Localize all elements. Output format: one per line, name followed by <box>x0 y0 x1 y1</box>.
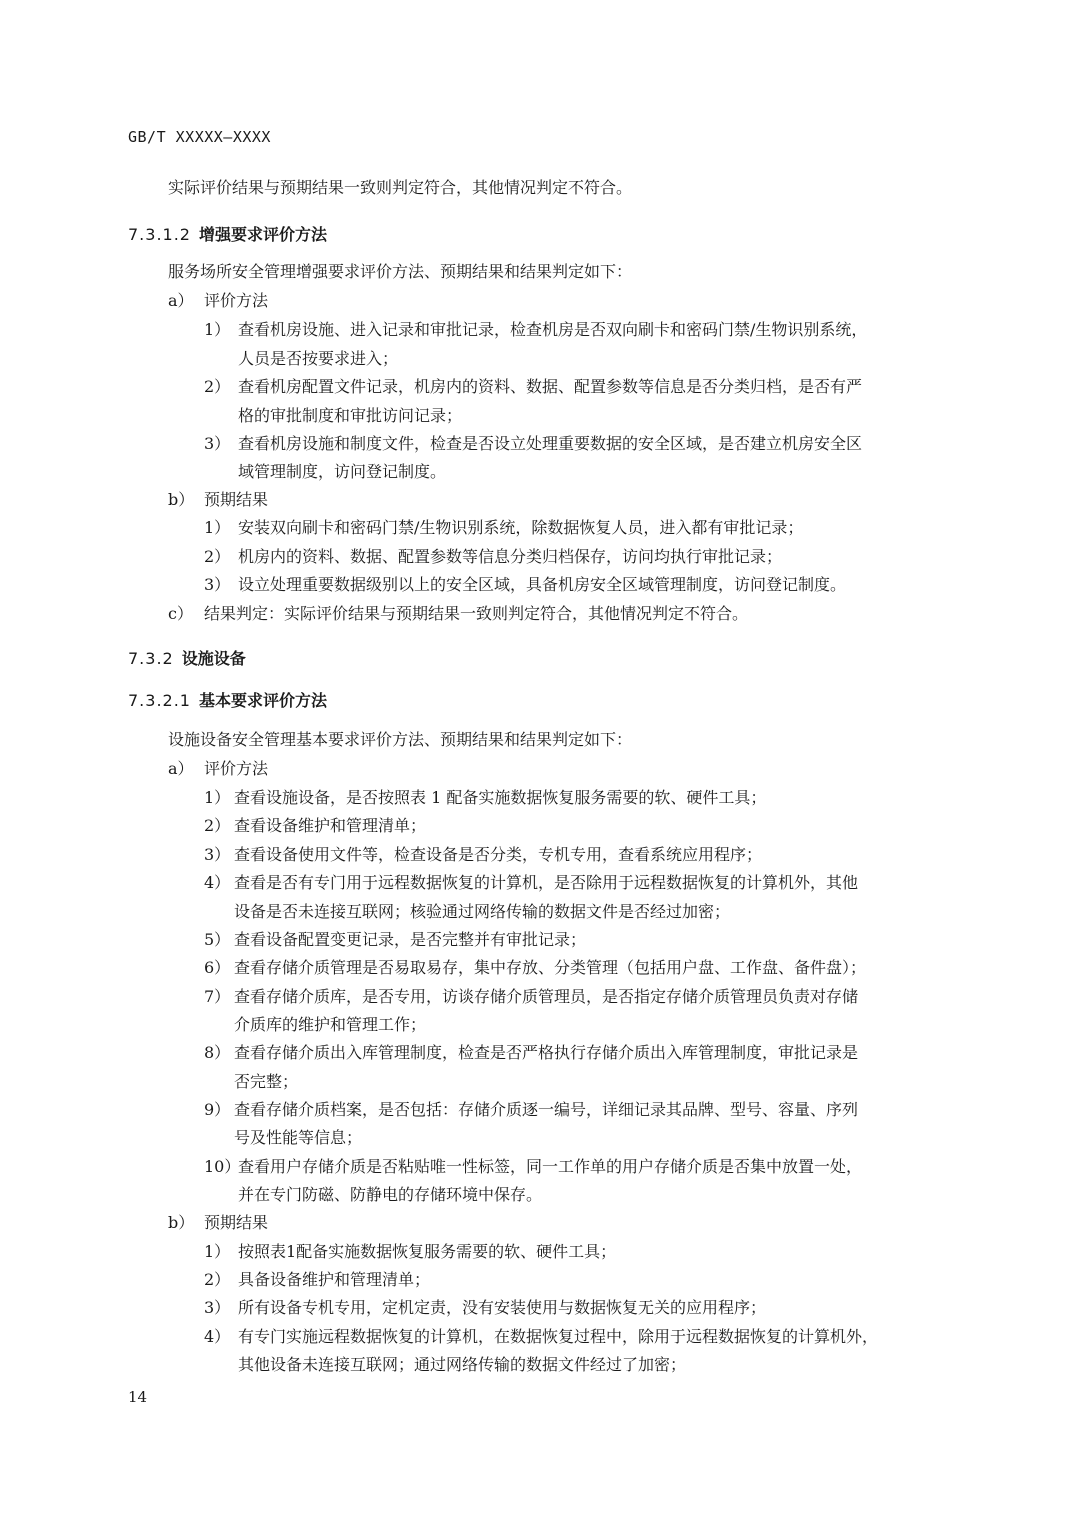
item-number: 1） <box>204 320 231 339</box>
list-label: a） <box>168 759 194 778</box>
item-number: 1） <box>204 1242 231 1261</box>
list-label: b） <box>168 1213 195 1232</box>
list-item: 查看设备配置变更记录，是否完整并有审批记录； <box>234 930 587 949</box>
section-heading-7-3-2-1 <box>128 688 327 711</box>
list-item-continuation: 设备是否未连接互联网；核验通过网络传输的数据文件是否经过加密； <box>234 902 731 921</box>
list-title: 评价方法 <box>204 759 269 778</box>
item-number: 1） <box>204 518 231 537</box>
list-item: 查看机房设施和制度文件，检查是否设立处理重要数据的安全区域，是否建立机房安全区 <box>238 434 863 453</box>
list-item: 查看机房设施、进入记录和审批记录，检查机房是否双向刷卡和密码门禁/生物识别系统， <box>238 320 868 339</box>
list-item-continuation: 人员是否按要求进入； <box>238 349 399 368</box>
list-item: 查看设施设备，是否按照表 1 配备实施数据恢复服务需要的软、硬件工具； <box>234 788 767 807</box>
section-heading-7-3-1-2 <box>128 222 327 245</box>
list-item: 查看是否有专门用于远程数据恢复的计算机，是否除用于远程数据恢复的计算机外，其他 <box>234 873 859 892</box>
list-item-continuation: 域管理制度，访问登记制度。 <box>238 462 447 481</box>
list-item: 所有设备专机专用，定机定责，没有安装使用与数据恢复无关的应用程序； <box>238 1298 767 1317</box>
list-item: 机房内的资料、数据、配置参数等信息分类归档保存，访问均执行审批记录； <box>238 547 783 566</box>
list-title: 预期结果 <box>204 1213 269 1232</box>
list-item: 查看设备维护和管理清单； <box>234 816 427 835</box>
paragraph: 服务场所安全管理增强要求评价方法、预期结果和结果判定如下： <box>168 262 633 281</box>
item-number: 2） <box>204 816 231 835</box>
section-title: 设施设备 <box>181 649 246 668</box>
list-label: a） <box>168 291 194 310</box>
section-number: 7.3.2 <box>128 649 174 668</box>
list-title: 预期结果 <box>204 490 269 509</box>
item-number: 2） <box>204 1270 231 1289</box>
item-number: 7） <box>204 987 231 1006</box>
list-title: 评价方法 <box>204 291 269 310</box>
item-number: 3） <box>204 434 231 453</box>
section-number: 7.3.1.2 <box>128 225 191 244</box>
list-item: 查看存储介质档案，是否包括：存储介质逐一编号，详细记录其品牌、型号、容量、序列 <box>234 1100 859 1119</box>
item-number: 3） <box>204 575 231 594</box>
list-item: 查看设备使用文件等，检查设备是否分类，专机专用，查看系统应用程序； <box>234 845 763 864</box>
list-item: 安装双向刷卡和密码门禁/生物识别系统，除数据恢复人员，进入都有审批记录； <box>238 518 804 537</box>
list-item: 按照表1配备实施数据恢复服务需要的软、硬件工具； <box>238 1242 617 1261</box>
section-title: 增强要求评价方法 <box>198 225 327 244</box>
section-number: 7.3.2.1 <box>128 691 191 710</box>
paragraph: 实际评价结果与预期结果一致则判定符合，其他情况判定不符合。 <box>168 178 633 197</box>
item-number: 4） <box>204 1327 231 1346</box>
section-heading-7-3-2 <box>128 646 246 669</box>
list-item: 设立处理重要数据级别以上的安全区域，具备机房安全区域管理制度，访问登记制度。 <box>238 575 847 594</box>
section-title: 基本要求评价方法 <box>198 691 327 710</box>
item-number: 6） <box>204 958 231 977</box>
item-number: 8） <box>204 1043 231 1062</box>
list-item-continuation: 介质库的维护和管理工作； <box>234 1015 427 1034</box>
standard-header: GB/T XXXXX—XXXX <box>128 128 271 146</box>
list-label: c） <box>168 604 193 623</box>
item-number: 3） <box>204 1298 231 1317</box>
list-item: 查看存储介质出入库管理制度，检查是否严格执行存储介质出入库管理制度，审批记录是 <box>234 1043 859 1062</box>
list-item-continuation: 号及性能等信息； <box>234 1128 363 1147</box>
list-item-continuation: 并在专门防磁、防静电的存储环境中保存。 <box>238 1185 543 1204</box>
list-item: 结果判定：实际评价结果与预期结果一致则判定符合，其他情况判定不符合。 <box>204 604 749 623</box>
list-item: 有专门实施远程数据恢复的计算机，在数据恢复过程中，除用于远程数据恢复的计算机外， <box>238 1327 879 1346</box>
item-number: 4） <box>204 873 231 892</box>
list-item: 查看机房配置文件记录，机房内的资料、数据、配置参数等信息是否分类归档，是否有严 <box>238 377 863 396</box>
item-number: 10） <box>204 1157 241 1176</box>
list-label: b） <box>168 490 195 509</box>
page-number: 14 <box>128 1388 148 1406</box>
item-number: 5） <box>204 930 231 949</box>
list-item-continuation: 其他设备未连接互联网；通过网络传输的数据文件经过了加密； <box>238 1355 687 1374</box>
item-number: 3） <box>204 845 231 864</box>
list-item: 具备设备维护和管理清单； <box>238 1270 431 1289</box>
list-item: 查看存储介质库，是否专用，访谈存储介质管理员，是否指定存储介质管理员负责对存储 <box>234 987 859 1006</box>
list-item: 查看用户存储介质是否粘贴唯一性标签，同一工作单的用户存储介质是否集中放置一处， <box>238 1157 863 1176</box>
item-number: 2） <box>204 547 231 566</box>
item-number: 2） <box>204 377 231 396</box>
list-item: 查看存储介质管理是否易取易存，集中存放、分类管理（包括用户盘、工作盘、备件盘）； <box>234 958 867 977</box>
list-item-continuation: 否完整； <box>234 1072 299 1091</box>
list-item-continuation: 格的审批制度和审批访问记录； <box>238 406 463 425</box>
item-number: 9） <box>204 1100 231 1119</box>
paragraph: 设施设备安全管理基本要求评价方法、预期结果和结果判定如下： <box>168 730 633 749</box>
item-number: 1） <box>204 788 231 807</box>
